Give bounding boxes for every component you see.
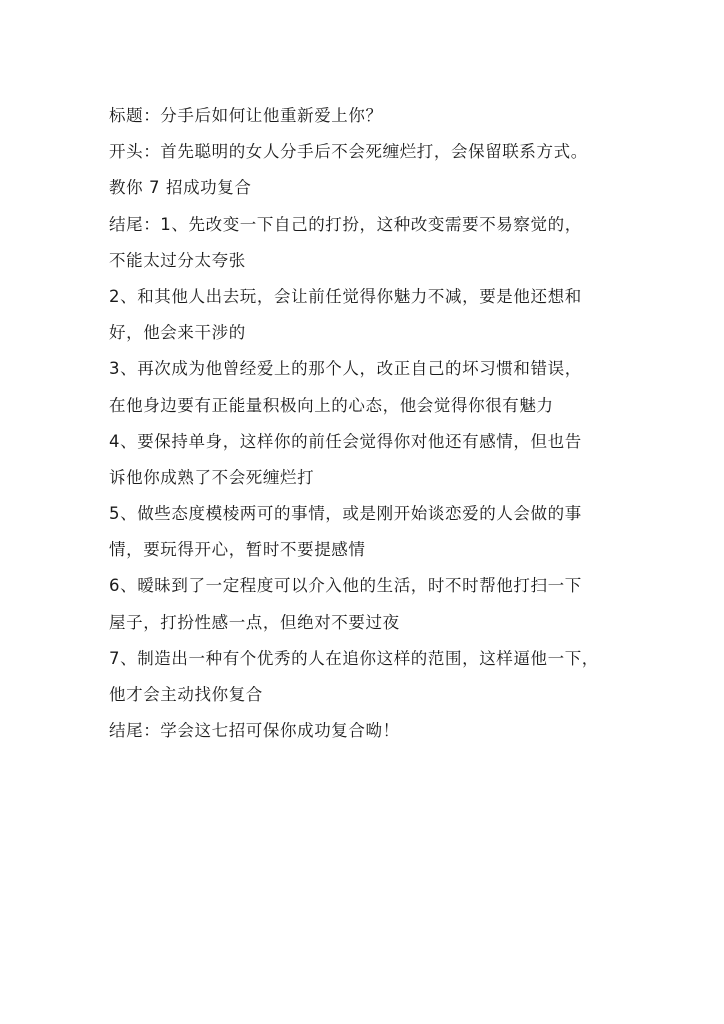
closing-paragraph: 结尾：学会这七招可保你成功复合呦！ <box>109 721 400 741</box>
tip-3-line-1: 3、再次成为他曾经爱上的那个人，改正自己的坏习惯和错误， <box>109 359 582 379</box>
tip-1-line-1: 结尾：1、先改变一下自己的打扮，这种改变需要不易察觉的， <box>109 214 582 234</box>
tip-7-line-1: 7、制造出一种有个优秀的人在追你这样的范围，这样逼他一下， <box>109 648 599 668</box>
tip-1-line-2: 不能太过分太夸张 <box>109 250 246 270</box>
document-body <box>109 98 629 749</box>
tip-4-line-1: 4、要保持单身，这样你的前任会觉得你对他还有感情，但也告 <box>109 431 582 451</box>
document-title: 标题：分手后如何让他重新爱上你？ <box>109 106 383 125</box>
tip-5-line-2: 情，要玩得开心，暂时不要提感情 <box>109 540 366 560</box>
tip-4-line-2: 诉他你成熟了不会死缠烂打 <box>109 467 315 487</box>
tip-7-line-2: 他才会主动找你复合 <box>109 685 263 704</box>
opening-paragraph: 开头：首先聪明的女人分手后不会死缠烂打，会保留联系方式。 <box>109 142 588 162</box>
tip-2-line-1: 2、和其他人出去玩，会让前任觉得你魅力不减，要是他还想和 <box>109 286 582 306</box>
tip-5-line-1: 5、做些态度模棱两可的事情，或是刚开始谈恋爱的人会做的事 <box>109 504 582 524</box>
tip-3-line-2: 在他身边要有正能量积极向上的心态，他会觉得你很有魅力 <box>109 395 554 415</box>
tip-6-line-1: 6、暧昧到了一定程度可以介入他的生活，时不时帮他打扫一下 <box>109 576 582 596</box>
tip-6-line-2: 屋子，打扮性感一点，但绝对不要过夜 <box>109 612 400 632</box>
tip-2-line-2: 好，他会来干涉的 <box>109 323 246 343</box>
section-heading: 教你 7 招成功复合 <box>109 178 252 198</box>
